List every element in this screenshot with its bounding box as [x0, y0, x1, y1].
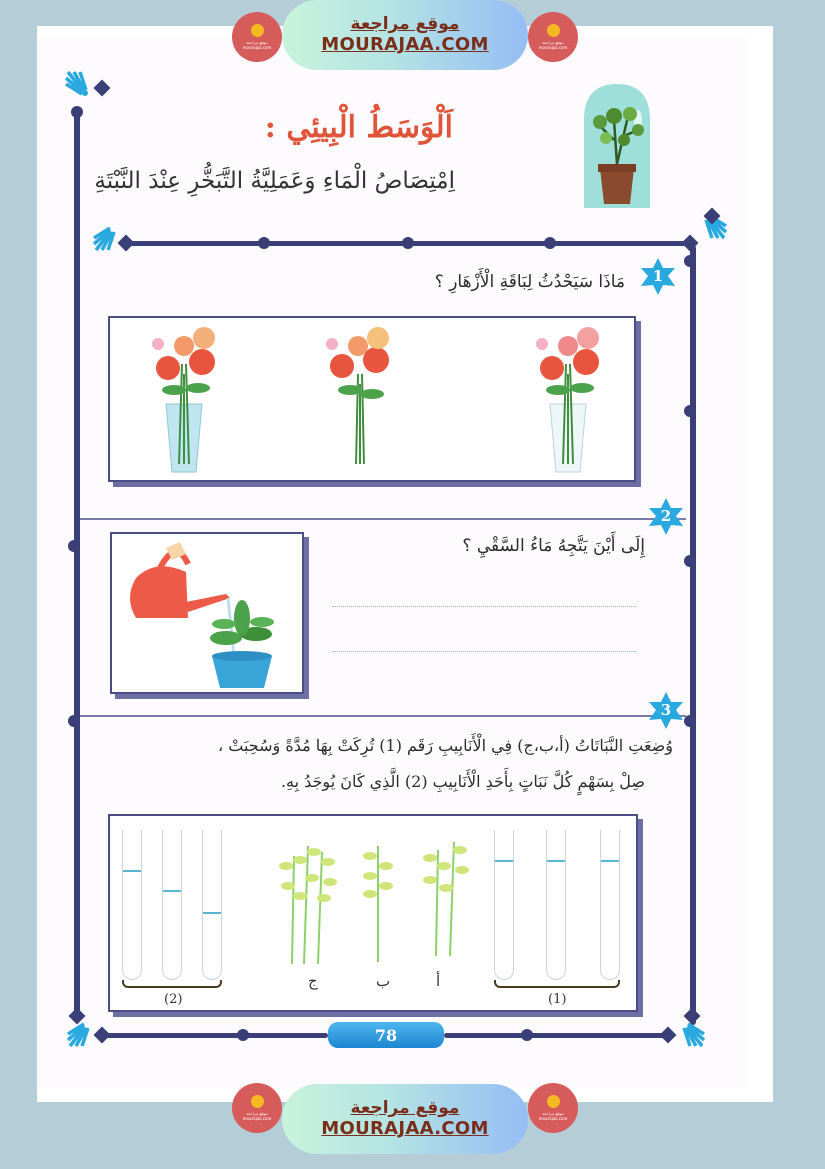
tube-group-brace	[122, 980, 222, 988]
plant-b-image	[358, 836, 398, 966]
watermark-badge-left-bottom: موقع مراجعة mourajaa.com	[232, 1083, 282, 1133]
plant-under-bell-jar-image	[578, 80, 656, 212]
site-name-english: MOURAJAA.COM	[321, 34, 489, 55]
frame-bottom-bar-right	[444, 1033, 666, 1038]
test-tube	[600, 830, 620, 980]
round-ornament-icon	[68, 715, 80, 727]
roses-illustration-panel	[108, 316, 636, 482]
tube-group-label-2: (2)	[164, 992, 183, 1007]
watermark-banner-bottom[interactable]	[282, 1084, 528, 1154]
watermark-badge-right-bottom: موقع مراجعة mourajaa.com	[528, 1083, 578, 1133]
test-tube	[122, 830, 142, 980]
test-tube	[546, 830, 566, 980]
test-tube	[162, 830, 182, 980]
book-logo-icon	[547, 24, 560, 37]
exercise-question: مَاذَا سَيَحْدُثُ لِبَاقَةِ الْأَزْهَارِ ؟	[434, 272, 625, 292]
plant-label-a: أ	[436, 972, 441, 990]
plant-a-image	[416, 830, 476, 960]
book-logo-icon	[547, 1095, 560, 1108]
frame-right-bar	[690, 245, 696, 1025]
watermark-badge-left-top: موقع مراجعة mourajaa.com	[232, 12, 282, 62]
book-logo-icon	[251, 1095, 264, 1108]
page-number: 78	[328, 1022, 444, 1048]
tube-group-brace	[494, 980, 620, 988]
round-ornament-icon	[684, 555, 696, 567]
tubes-plants-panel	[108, 814, 638, 1012]
round-ornament-icon	[258, 237, 270, 249]
fan-ornament-icon	[92, 222, 122, 252]
site-name-arabic: موقع مراجعة	[350, 1098, 460, 1118]
exercise-instruction-line2: صِلْ بِسَهْمٍ كُلَّ نَبَاتٍ بِأَحَدِ الْأَنَابِيبِ (2) الَّذِي كَانَ يُوجَدُ بِهِ.	[280, 772, 645, 791]
fan-ornament-icon	[676, 1018, 706, 1048]
test-tube	[494, 830, 514, 980]
answer-line-1[interactable]	[332, 606, 636, 607]
section-divider	[80, 715, 686, 717]
exercise-question: إِلَى أَيْنَ يَتَّجِهُ مَاءُ السَّقْيِ ؟	[462, 536, 645, 556]
page-subtitle: اِمْتِصَاصُ الْمَاءِ وَعَمَلِيَّةُ التَّبَخُّرِ عِنْدَ النَّبْتَةِ	[94, 168, 455, 194]
tube-group-label-1: (1)	[548, 992, 567, 1007]
test-tube	[202, 830, 222, 980]
round-ornament-icon	[684, 405, 696, 417]
watering-illustration-panel	[110, 532, 304, 694]
round-ornament-icon	[521, 1029, 533, 1041]
round-ornament-icon	[684, 255, 696, 267]
exercise-number: 3	[660, 701, 672, 719]
round-ornament-icon	[237, 1029, 249, 1041]
round-ornament-icon	[402, 237, 414, 249]
plant-label-c: ج	[308, 972, 318, 990]
plant-label-b: ب	[376, 972, 391, 990]
watermark-badge-right-top: موقع مراجعة mourajaa.com	[528, 12, 578, 62]
watermark-banner-top[interactable]	[282, 0, 528, 70]
plant-c-image	[270, 826, 350, 966]
site-name-english: MOURAJAA.COM	[321, 1118, 489, 1139]
answer-line-2[interactable]	[332, 651, 636, 652]
section-divider	[80, 518, 686, 520]
fan-ornament-icon	[66, 1018, 96, 1048]
book-logo-icon	[251, 24, 264, 37]
exercise-instruction-line1: وُضِعَتِ النَّبَاتَاتُ (أ،ب،ج) فِي الْأَنَابِيبِ رَقَم (1) تُرِكَتْ بِهَا مُدَّةً وَسُحِبَتْ ،	[218, 736, 673, 755]
exercise-number: 1	[652, 267, 664, 285]
roses-in-water-vase-image	[144, 324, 224, 474]
frame-bottom-bar-left	[104, 1033, 328, 1038]
fan-ornament-icon	[64, 70, 94, 100]
frame-left-bar	[74, 112, 80, 1022]
page-title: اَلْوَسَطُ الْبِيئِي :	[264, 110, 453, 145]
site-name-arabic: موقع مراجعة	[350, 14, 460, 34]
round-ornament-icon	[544, 237, 556, 249]
round-ornament-icon	[68, 540, 80, 552]
exercise-number: 2	[660, 507, 672, 525]
roses-bouquet-image	[320, 324, 400, 474]
roses-in-empty-vase-image	[528, 324, 608, 474]
watering-can-plant-image	[116, 538, 300, 690]
